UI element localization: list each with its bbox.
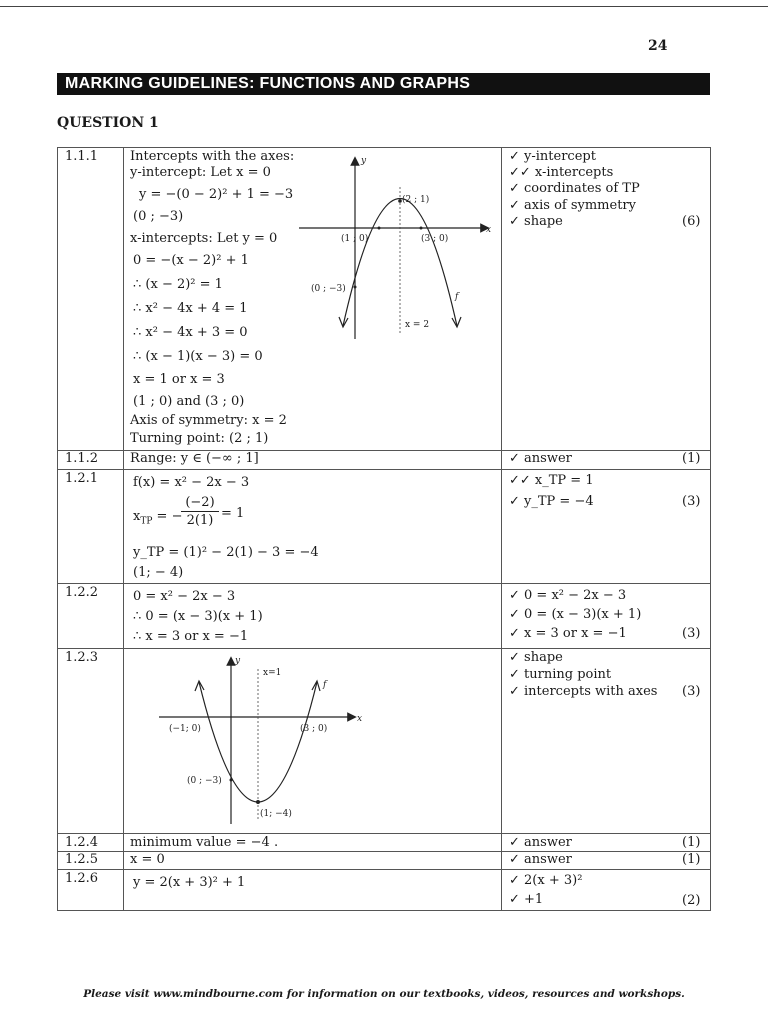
row-number: 1.2.5 — [65, 852, 99, 867]
xtp-symbol: x — [133, 509, 141, 524]
y-axis-label: y — [235, 656, 241, 666]
solution-line: minimum value = −4 . — [130, 835, 279, 850]
row-number: 1.2.1 — [65, 471, 99, 486]
section-banner: MARKING GUIDELINES: FUNCTIONS AND GRAPHS — [57, 73, 710, 95]
mark-item: ✓ 2(x + 3)² — [509, 873, 583, 888]
x-intercept-label: (1 ; 0) — [341, 234, 369, 244]
mark-total: (1) — [682, 852, 701, 867]
table-rule — [710, 147, 711, 911]
mark-item: ✓ axis of symmetry — [509, 198, 636, 213]
mark-item: ✓ x = 3 or x = −1 — [509, 626, 627, 641]
y-intercept-label: (0 ; −3) — [311, 284, 346, 294]
mark-item: ✓ answer — [509, 835, 572, 850]
solution-line: x = 1 or x = 3 — [133, 372, 225, 387]
row-number: 1.1.1 — [65, 149, 99, 164]
y-axis-label: y — [361, 156, 367, 166]
function-label: f — [455, 292, 459, 302]
xtp-equals: = − — [156, 509, 183, 524]
solution-line: ∴ x² − 4x + 3 = 0 — [133, 325, 248, 340]
page-number: 24 — [648, 38, 668, 54]
mark-item: ✓ +1 — [509, 892, 544, 907]
mark-item: ✓ 0 = (x − 3)(x + 1) — [509, 607, 642, 622]
row-number: 1.1.2 — [65, 451, 99, 466]
mark-item: ✓ y_TP = −4 — [509, 494, 594, 509]
solution-line: y = −(0 − 2)² + 1 = −3 — [139, 187, 294, 202]
solution-line: ∴ x = 3 or x = −1 — [133, 629, 249, 644]
x-intercept-label: (3 ; 0) — [421, 234, 449, 244]
solution-line: Turning point: (2 ; 1) — [130, 431, 269, 446]
x-intercept-label: (3 ; 0) — [300, 724, 328, 734]
table-rule — [57, 833, 711, 834]
solution-line: 0 = −(x − 2)² + 1 — [133, 253, 249, 268]
x-intercept-point — [378, 227, 381, 230]
solution-line: ∴ (x − 2)² = 1 — [133, 277, 223, 292]
mark-item: ✓ y-intercept — [509, 149, 596, 164]
mark-total: (3) — [682, 494, 701, 509]
sketch-graph-1-1-1 — [289, 149, 499, 349]
mark-item: ✓ answer — [509, 451, 572, 466]
symmetry-axis-label: x=1 — [263, 668, 282, 678]
mark-item: ✓ shape — [509, 214, 563, 229]
fraction-result: = 1 — [221, 506, 245, 521]
symmetry-axis-label: x = 2 — [405, 320, 430, 330]
sketch-graph-1-2-3 — [147, 649, 397, 831]
table-rule — [57, 147, 58, 911]
y-intercept-label: (0 ; −3) — [187, 776, 222, 786]
row-number: 1.2.2 — [65, 585, 99, 600]
x-axis-label: x — [486, 225, 492, 235]
question-heading: QUESTION 1 — [57, 115, 159, 131]
parabola-curve — [343, 199, 457, 327]
fraction-denominator: 2(1) — [186, 513, 214, 528]
turning-point-label: (2 ; 1) — [402, 195, 430, 205]
table-rule — [501, 147, 502, 911]
solution-line: y-intercept: Let x = 0 — [130, 165, 271, 180]
solution-line: x-intercepts: Let y = 0 — [130, 231, 278, 246]
function-label: f — [323, 680, 327, 690]
fraction-numerator: (−2) — [181, 495, 219, 512]
top-rule — [0, 6, 768, 7]
row-number: 1.2.4 — [65, 835, 99, 850]
mark-total: (6) — [682, 214, 701, 229]
mark-item: ✓✓ x-intercepts — [509, 165, 614, 180]
table-rule — [57, 910, 711, 911]
solution-line: Axis of symmetry: x = 2 — [130, 413, 287, 428]
solution-line: 0 = x² − 2x − 3 — [133, 589, 236, 604]
mark-total: (2) — [682, 893, 701, 908]
mark-item: ✓ turning point — [509, 667, 612, 682]
solution-line: x = 0 — [130, 852, 165, 867]
solution-line: y = 2(x + 3)² + 1 — [133, 875, 246, 890]
mark-item: ✓ answer — [509, 852, 572, 867]
solution-line: f(x) = x² − 2x − 3 — [133, 475, 250, 490]
x-axis-label: x — [357, 714, 363, 724]
solution-line: ∴ (x − 1)(x − 3) = 0 — [133, 349, 263, 364]
solution-line: Intercepts with the axes: — [130, 149, 295, 164]
marking-table — [57, 147, 711, 911]
solution-line: Range: y ∈ (−∞ ; 1] — [130, 451, 259, 466]
solution-line — [133, 509, 182, 530]
solution-line: ∴ 0 = (x − 3)(x + 1) — [133, 609, 263, 624]
solution-line: (0 ; −3) — [133, 209, 184, 224]
mark-item: ✓ 0 = x² − 2x − 3 — [509, 588, 627, 603]
solution-line: y_TP = (1)² − 2(1) − 3 = −4 — [133, 545, 319, 560]
y-intercept-point — [354, 286, 357, 289]
x-intercept-label: (−1; 0) — [169, 724, 201, 734]
row-number: 1.2.3 — [65, 650, 99, 665]
mark-item: ✓ coordinates of TP — [509, 181, 640, 196]
turning-point-label: (1; −4) — [260, 809, 292, 819]
table-rule — [57, 469, 711, 470]
mark-item: ✓ shape — [509, 650, 563, 665]
table-rule — [57, 869, 711, 870]
mark-item: ✓ intercepts with axes — [509, 684, 658, 699]
mark-total: (3) — [682, 684, 701, 699]
solution-line: (1; − 4) — [133, 565, 184, 580]
mark-total: (3) — [682, 626, 701, 641]
solution-line: ∴ x² − 4x + 4 = 1 — [133, 301, 248, 316]
table-rule — [123, 147, 124, 911]
mark-total: (1) — [682, 835, 701, 850]
mark-total: (1) — [682, 451, 701, 466]
table-rule — [57, 583, 711, 584]
table-rule — [57, 147, 711, 148]
mark-item: ✓✓ x_TP = 1 — [509, 473, 594, 488]
row-number: 1.2.6 — [65, 871, 99, 886]
footer-note: Please visit www.mindbourne.com for information on our textbooks, videos, resources and workshops. — [83, 988, 685, 1000]
turning-point — [256, 800, 260, 804]
solution-line: (1 ; 0) and (3 ; 0) — [133, 394, 245, 409]
xtp-subscript: TP — [140, 516, 153, 527]
x-intercept-point — [420, 227, 423, 230]
y-intercept-point — [230, 779, 233, 782]
